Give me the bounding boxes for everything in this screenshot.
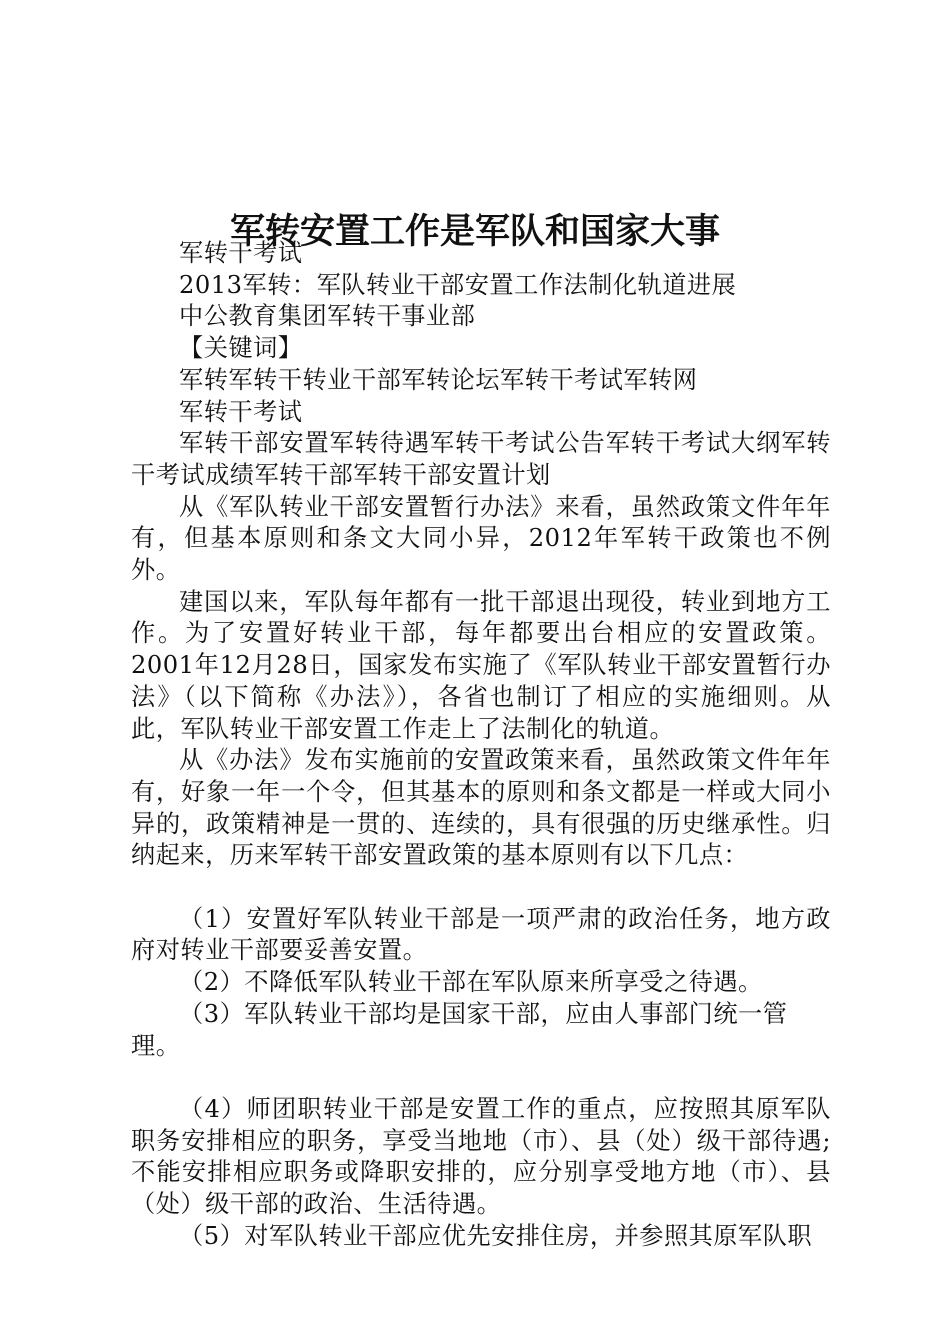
paragraph-1: 军转干考试 [179,239,303,267]
paragraph-7: 军转干部安置军转待遇军转干考试公告军转干考试大纲军转干考试成绩军转干部军转干部安置计划 [131,429,831,489]
list-item-4: （4）师团职转业干部是安置工作的重点，应按照其原军队职务安排相应的职务，享受当地地（市）、县（处）级干部待遇;不能安排相应职务或降职安排的，应分别享受地方地（市）、县（处）级干部的政治、生活待遇。 [131,1094,831,1219]
paragraph-9: 建国以来，军队每年都有一批干部退出现役，转业到地方工作。为了安置好转业干部，每年都要出台相应的安置政策。2001年12月28日，国家发布实施了《军队转业干部安置暂行办法》（以下简称《办法》），各省也制订了相应的实施细则。从此，军队转业干部安置工作走上了法制化的轨道。 [131,587,831,743]
paragraph-10: 从《办法》发布实施前的安置政策来看，虽然政策文件年年有，好象一年一个令，但其基本的原则和条文都是一样或大同小异的，政策精神是一贯的、连续的，具有很强的历史继承性。归纳起来，历来军转干部安置政策的基本原则有以下几点： [131,746,831,870]
list-item-2: （2）不降低军队转业干部在军队原来所享受之待遇。 [179,968,763,997]
document-body [131,238,831,1252]
paragraph-6: 军转干考试 [179,397,303,426]
document-title: 军转安置工作是军队和国家大事 [229,212,720,253]
keywords-line: 军转军转干转业干部军转论坛军转干考试军转网 [179,365,698,394]
list-item-3: （3）军队转业干部均是国家干部，应由人事部门统一管理。 [131,999,788,1060]
paragraph-2: 2013军转：军队转业干部安置工作法制化轨道进展 [179,270,737,299]
list-item-5: （5）对军队转业干部应优先安排住房，并参照其原军队职 [179,1221,813,1250]
paragraph-3: 中公教育集团军转干事业部 [179,302,476,331]
blank-line [131,1062,831,1094]
blank-line [131,872,831,904]
keywords-heading: 【关键词】 [179,334,303,363]
paragraph-8: 从《军队转业干部安置暂行办法》来看，虽然政策文件年年有，但基本原则和条文大同小异，2012年军转干政策也不例外。 [131,492,831,585]
list-item-1: （1）安置好军队转业干部是一项严肃的政治任务，地方政府对转业干部要妥善安置。 [131,904,831,965]
